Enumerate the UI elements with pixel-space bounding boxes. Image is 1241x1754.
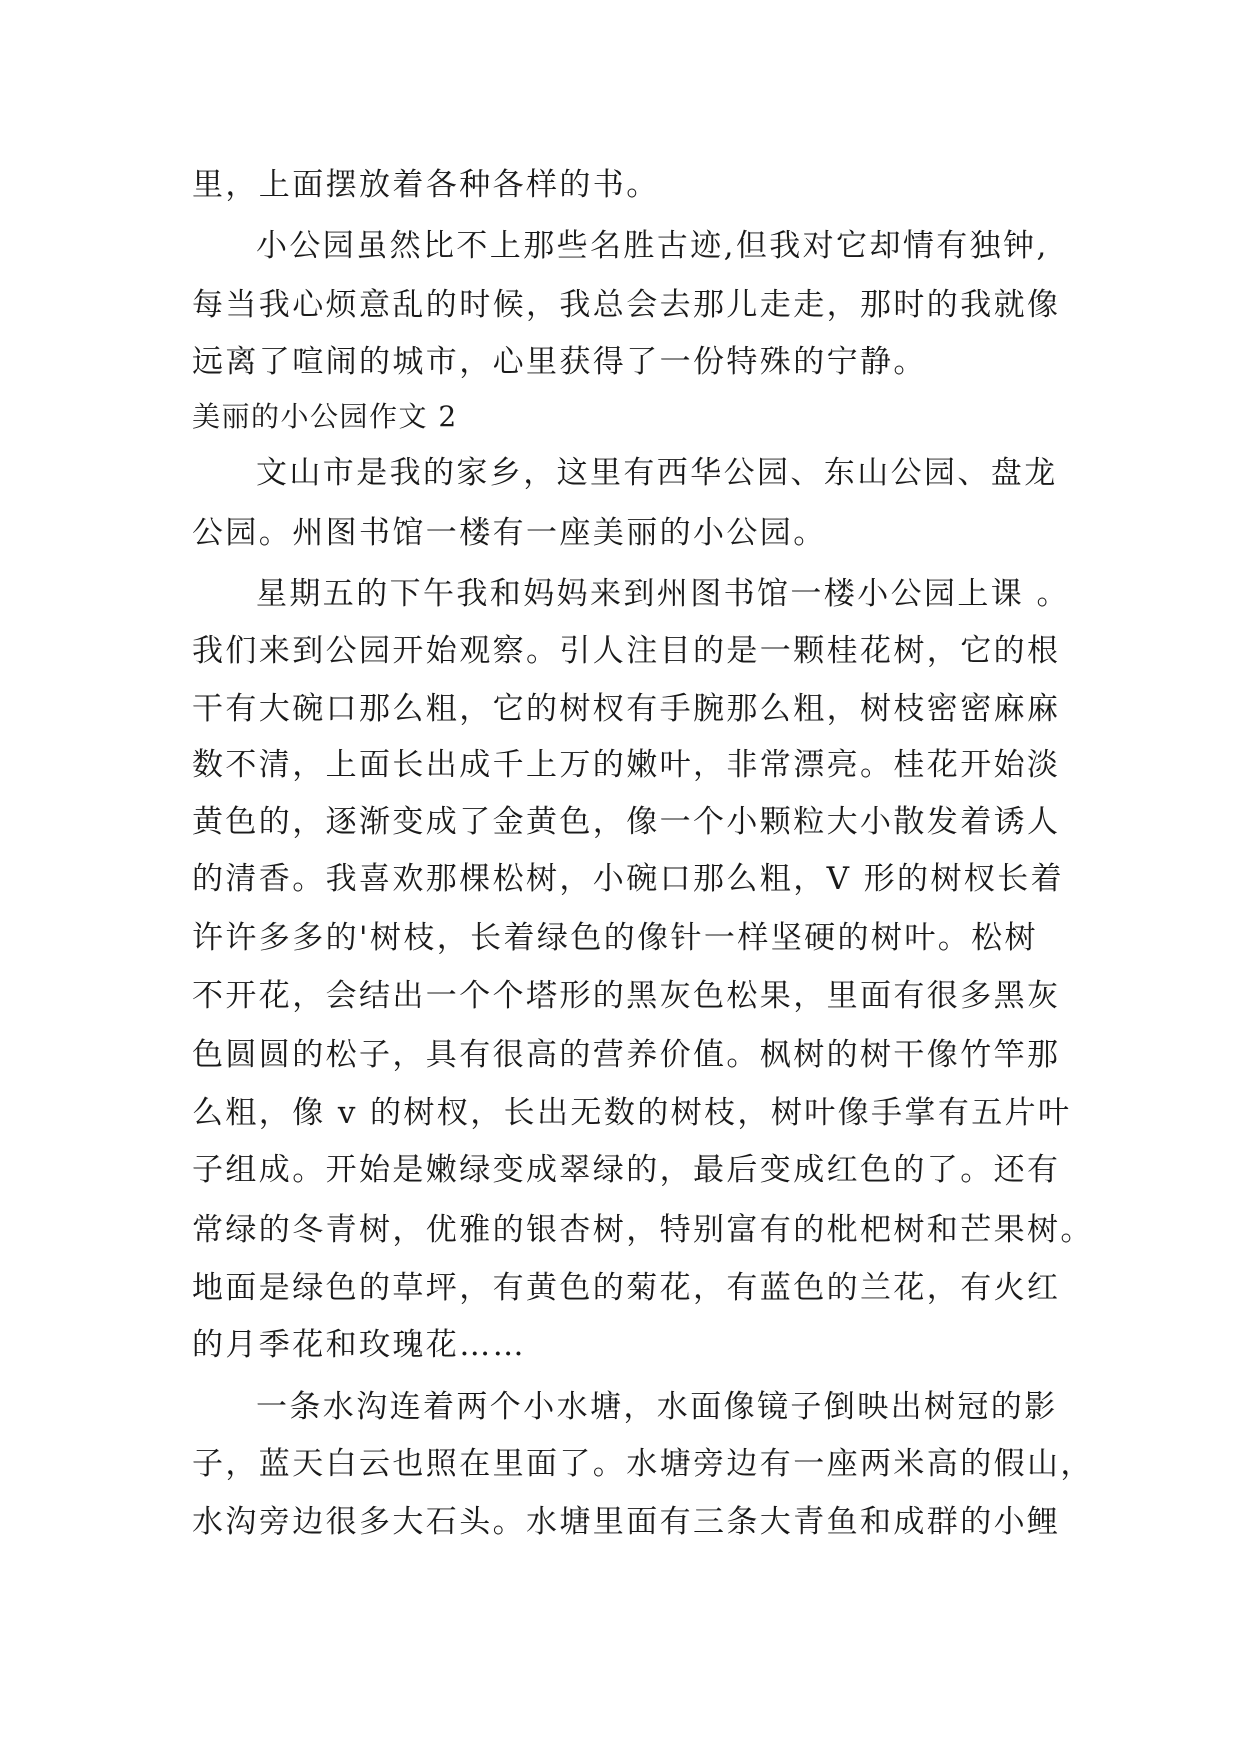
paragraph-line: 色圆圆的松子，具有很高的营养价值。枫树的树干像竹竿那 — [192, 1037, 1061, 1073]
paragraph-line: 水沟旁边很多大石头。水塘里面有三条大青鱼和成群的小鲤 — [192, 1504, 1061, 1540]
paragraph-line: 我们来到公园开始观察。引人注目的是一颗桂花树，它的根 — [192, 633, 1061, 669]
paragraph-line: 星期五的下午我和妈妈来到州图书馆一楼小公园上课 。 — [256, 576, 1070, 612]
paragraph-line: 干有大碗口那么粗，它的树杈有手腕那么粗，树枝密密麻麻 — [192, 691, 1061, 727]
paragraph-line: 每当我心烦意乱的时候，我总会去那儿走走，那时的我就像 — [192, 287, 1061, 323]
paragraph-line: 常绿的冬青树，优雅的银杏树，特别富有的枇杷树和芒果树。 — [192, 1212, 1094, 1248]
paragraph-line: 么粗，像 v 的树杈，长出无数的树枝，树叶像手掌有五片叶 — [192, 1095, 1072, 1131]
paragraph-line: 不开花，会结出一个个塔形的黑灰色松果，里面有很多黑灰 — [192, 978, 1061, 1014]
paragraph-line: 里，上面摆放着各种各样的书。 — [192, 167, 660, 203]
paragraph-line: 数不清，上面长出成千上万的嫩叶，非常漂亮。桂花开始淡 — [192, 747, 1061, 783]
paragraph-line: 文山市是我的家乡，这里有西华公园、东山公园、盘龙 — [256, 455, 1058, 491]
paragraph-line: 许许多多的'树枝，长着绿色的像针一样坚硬的树叶。松树 — [192, 920, 1038, 956]
paragraph-line: 公园。州图书馆一楼有一座美丽的小公园。 — [192, 515, 827, 551]
paragraph-line: 远离了喧闹的城市，心里获得了一份特殊的宁静。 — [192, 344, 927, 380]
paragraph-line: 一条水沟连着两个小水塘，水面像镜子倒映出树冠的影 — [256, 1389, 1058, 1425]
section-heading: 美丽的小公园作文 2 — [192, 400, 458, 433]
paragraph-line: 的清香。我喜欢那棵松树，小碗口那么粗，V 形的树杈长着 — [192, 861, 1065, 897]
paragraph-line: 小公园虽然比不上那些名胜古迹,但我对它却情有独钟, — [256, 228, 1049, 264]
paragraph-line: 子，蓝天白云也照在里面了。水塘旁边有一座两米高的假山， — [192, 1446, 1094, 1482]
paragraph-line: 地面是绿色的草坪，有黄色的菊花，有蓝色的兰花，有火红 — [192, 1270, 1061, 1306]
paragraph-line: 黄色的，逐渐变成了金黄色，像一个小颗粒大小散发着诱人 — [192, 804, 1061, 840]
paragraph-line: 的月季花和玫瑰花…… — [192, 1327, 526, 1363]
paragraph-line: 子组成。开始是嫩绿变成翠绿的，最后变成红色的了。还有 — [192, 1152, 1061, 1188]
